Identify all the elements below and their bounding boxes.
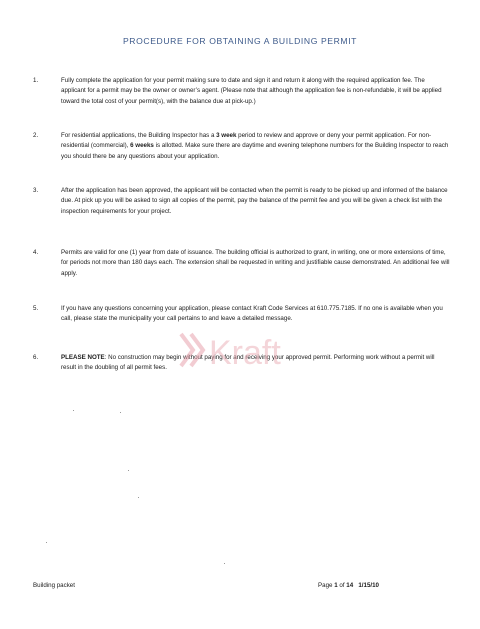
scan-speck [224, 563, 225, 564]
item-text: PLEASE NOTE: No construction may begin without paying for and receiving your approved permit. Performing work without a permit will result in the doubling of all permit fees. [61, 354, 435, 372]
item-text: Fully complete the application for your permit making sure to date and sign it and return it along with the required application fee. The applicant for a permit may be the owner or owner’s agent. (Please note that although the application fee is non-refundable, it will be applied toward the total cost of your permit(s), with the balance due at pick-up.) [61, 77, 442, 105]
item-number: 3. [33, 187, 39, 194]
item-text: For residential applications, the Building Inspector has a 3 week period to review and approve or deny your permit application. For non-residential (commercial), 6 weeks is allotted. Make sure there are daytime and evening telephone numbers for the Building Inspector to reach you should there be any questions about your application. [61, 132, 449, 160]
item-number: 6. [33, 354, 39, 361]
scan-speck [120, 412, 121, 413]
page-title: PROCEDURE FOR OBTAINING A BUILDING PERMIT [122, 36, 358, 46]
item-text: If you have any questions concerning your application, please contact Kraft Code Services at 610.775.7185. If no one is available when you call, please state the municipality your call pertains to and leave a detailed message. [61, 305, 443, 323]
footer-document-name: Building packet [33, 582, 75, 589]
scan-speck [138, 497, 139, 498]
item-number: 2. [33, 132, 39, 139]
item-number: 1. [33, 77, 39, 84]
scan-speck [73, 410, 74, 411]
item-text: After the application has been approved, the applicant will be contacted when the permit is ready to be picked up and informed of the balance due. At pick up you will be asked to sign all copies of the permit, pay the balance of the permit fee and you will be given a check list with the inspection requirements for your project. [61, 187, 448, 215]
scan-speck [128, 470, 129, 471]
scan-speck [46, 542, 47, 543]
item-text: Permits are valid for one (1) year from date of issuance. The building official is authorized to grant, in writing, one or more extensions of time, for periods not more than 180 days each. The extension shall be requested in writing and justifiable cause demonstrated. An additional fee will apply. [61, 249, 450, 277]
kraft-watermark-logo [163, 320, 323, 380]
item-number: 4. [33, 249, 39, 256]
item-number: 5. [33, 305, 39, 312]
footer-page-info: Page 1 of 14 1/15/10 [318, 582, 379, 589]
svg-text:Kraft: Kraft [209, 334, 281, 372]
